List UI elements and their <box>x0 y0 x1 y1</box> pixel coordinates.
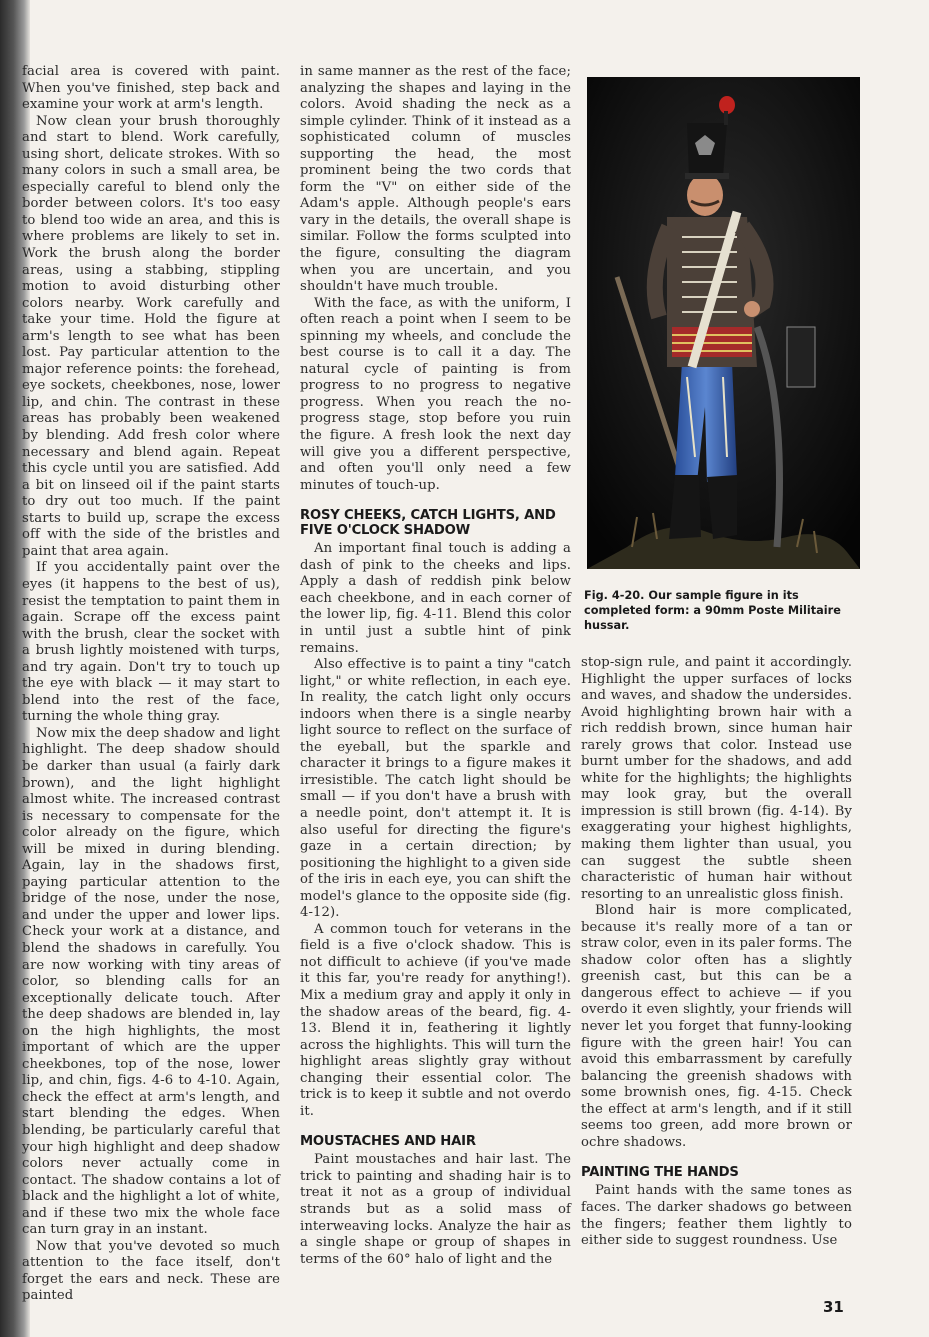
paragraph: An important final touch is adding a dash of pink to the cheeks and lips. Apply a dash of reddish pink below each cheekbone, and in each corner of the lower lip, fig. 4-11. Blend this color in until just a subtle hint of pink remains. <box>300 541 571 656</box>
paragraph: Also effective is to paint a tiny "catch light," or white reflection, in each eye. In reality, the catch light only occurs indoors when there is a single nearby light source to reflect on the surface of the eyeball, but the sparkle and character it brings to a figure makes it irresistible. The catch light should be small — if you don't have a brush with a needle point, don't attempt it. It is also useful for directing the figure's gaze in a certain direction; by positioning the highlight to a given side of the iris in each eye, you can shift the model's glance to the opposite side (fig. 4-12). <box>300 657 571 921</box>
paragraph: Paint hands with the same tones as faces. The darker shadows go between the fingers; feather them lightly to either side to suggest roundness. Use <box>581 1183 852 1249</box>
hussar-figure-photo <box>587 77 860 569</box>
figure-caption: Fig. 4-20. Our sample figure in its completed form: a 90mm Poste Militaire hussar. <box>584 589 841 632</box>
paragraph: Now that you've devoted so much attention to the face itself, don't forget the ears and neck. These are painted <box>22 1238 280 1304</box>
paragraph: Now clean your brush thoroughly and start to blend. Work carefully, using short, delicate strokes. With so many colors in such a small area, be especially careful to blend only the border between colors. It's too easy to blend too wide an area, and this is where problems are likely to set in. Work the brush along the border areas, using a stabbing, stippling motion to avoid disturbing other colors nearby. Work carefully and take your time. Hold the figure at arm's length to see what has been lost. Pay particular attention to the major reference points: the forehead, eye sockets, cheekbones, nose, lower lip, and chin. The contrast in these areas has probably been weakened by blending. Add fresh color where necessary and blend again. Repeat this cycle until you are satisfied. Add a bit on linseed oil if the paint starts to dry out too much. If the paint starts to build up, scrape the excess off with the side of the bristles and paint that area again. <box>22 113 280 559</box>
paragraph: With the face, as with the uniform, I often reach a point when I seem to be spinning my wheels, and conclude the best course is to call it a day. The natural cycle of painting is from progress to no progress to negative progress. When you reach the no-progress stage, stop before you ruin the figure. A fresh look the next day will give you a different perspective, and often you'll only need a few minutes of touch-up. <box>300 295 571 493</box>
page-number: 31 <box>823 1298 844 1316</box>
paragraph: facial area is covered with paint. When you've finished, step back and examine your work at arm's length. <box>22 64 280 113</box>
text-column-3 <box>581 655 852 1250</box>
text-column-2 <box>300 64 571 1268</box>
paragraph: If you accidentally paint over the eyes (it happens to the best of us), resist the temptation to paint them in again. Scrape off the excess paint with the brush, clear the socket with a brush lightly moistened with turps, and try again. Don't try to touch up the eye with black — it may start to blend into the rest of the face, turning the whole thing gray. <box>22 560 280 725</box>
text-column-1 <box>22 64 280 1305</box>
paragraph: in same manner as the rest of the face; analyzing the shapes and laying in the colors. Avoid shading the neck as a simple cylinder. Think of it instead as a sophisticated column of muscles supporting the head, the most prominent being the two cords that form the "V" on either side of the Adam's apple. Although people's ears vary in the details, the overall shape is similar. Follow the forms sculpted into the figure, consulting the diagram when you are uncertain, and you shouldn't have much trouble. <box>300 64 571 295</box>
section-heading-hands: PAINTING THE HANDS <box>581 1165 739 1181</box>
paragraph: stop-sign rule, and paint it accordingly. Highlight the upper surfaces of locks and waves, and shadow the undersides. Avoid highlighting brown hair with a rich reddish brown, since human hair rarely grows that color. Instead use burnt umber for the shadows, and add white for the highlights; the highlights may look gray, but the overall impression is still brown (fig. 4-14). By exaggerating your highest highlights, making them lighter than usual, you can suggest the subtle sheen characteristic of human hair without resorting to an unrealistic gloss finish. <box>581 655 852 902</box>
paragraph: Blond hair is more complicated, because it's really more of a tan or straw color, even in its paler forms. The shadow color often has a slightly greenish cast, but this can be a dangerous effect to achieve — if you overdo it even slightly, your friends will never let you forget that funny-looking figure with the green hair! You can avoid this embarrassment by carefully balancing the greenish shadows with some brownish ones, fig. 4-15. Check the effect at arm's length, and if it still seems too green, add more brown or ochre shadows. <box>581 903 852 1150</box>
paragraph: Paint moustaches and hair last. The trick to painting and shading hair is to treat it not as a group of individual strands but as a solid mass of interweaving locks. Analyze the hair as a single shape or group of shapes in terms of the 60° halo of light and the <box>300 1152 571 1267</box>
paragraph: A common touch for veterans in the field is a five o'clock shadow. This is not difficult to achieve (if you've made it this far, you're ready for anything!). Mix a medium gray and apply it only in the shadow areas of the beard, fig. 4-13. Blend it in, feathering it lightly across the highlights. This will turn the highlight areas slightly gray without changing their essential color. The trick is to keep it subtle and not overdo it. <box>300 921 571 1119</box>
section-heading-hair: MOUSTACHES AND HAIR <box>300 1134 476 1150</box>
section-heading-cheeks: ROSY CHEEKS, CATCH LIGHTS, AND FIVE O'CLOCK SHADOW <box>300 508 556 539</box>
paragraph: Now mix the deep shadow and light highlight. The deep shadow should be darker than usual (a fairly dark brown), and the light highlight almost white. The increased contrast is necessary to compensate for the color already on the figure, which will be mixed in during blending. Again, lay in the shadows first, paying particular attention to the bridge of the nose, under the nose, and under the upper and lower lips. Check your work at a distance, and blend the shadows in carefully. You are now working with tiny areas of color, so blending calls for an exceptionally delicate touch. After the deep shadows are blended in, lay on the high highlights, the most important of which are the upper cheekbones, top of the nose, lower lip, and chin, figs. 4-6 to 4-10. Again, check the effect at arm's length, and start blending the edges. When blending, be particularly careful that your high highlight and deep shadow colors never actually come in contact. The shadow contains a lot of black and the highlight a lot of white, and if these two mix the whole face can turn gray in an instant. <box>22 725 280 1238</box>
